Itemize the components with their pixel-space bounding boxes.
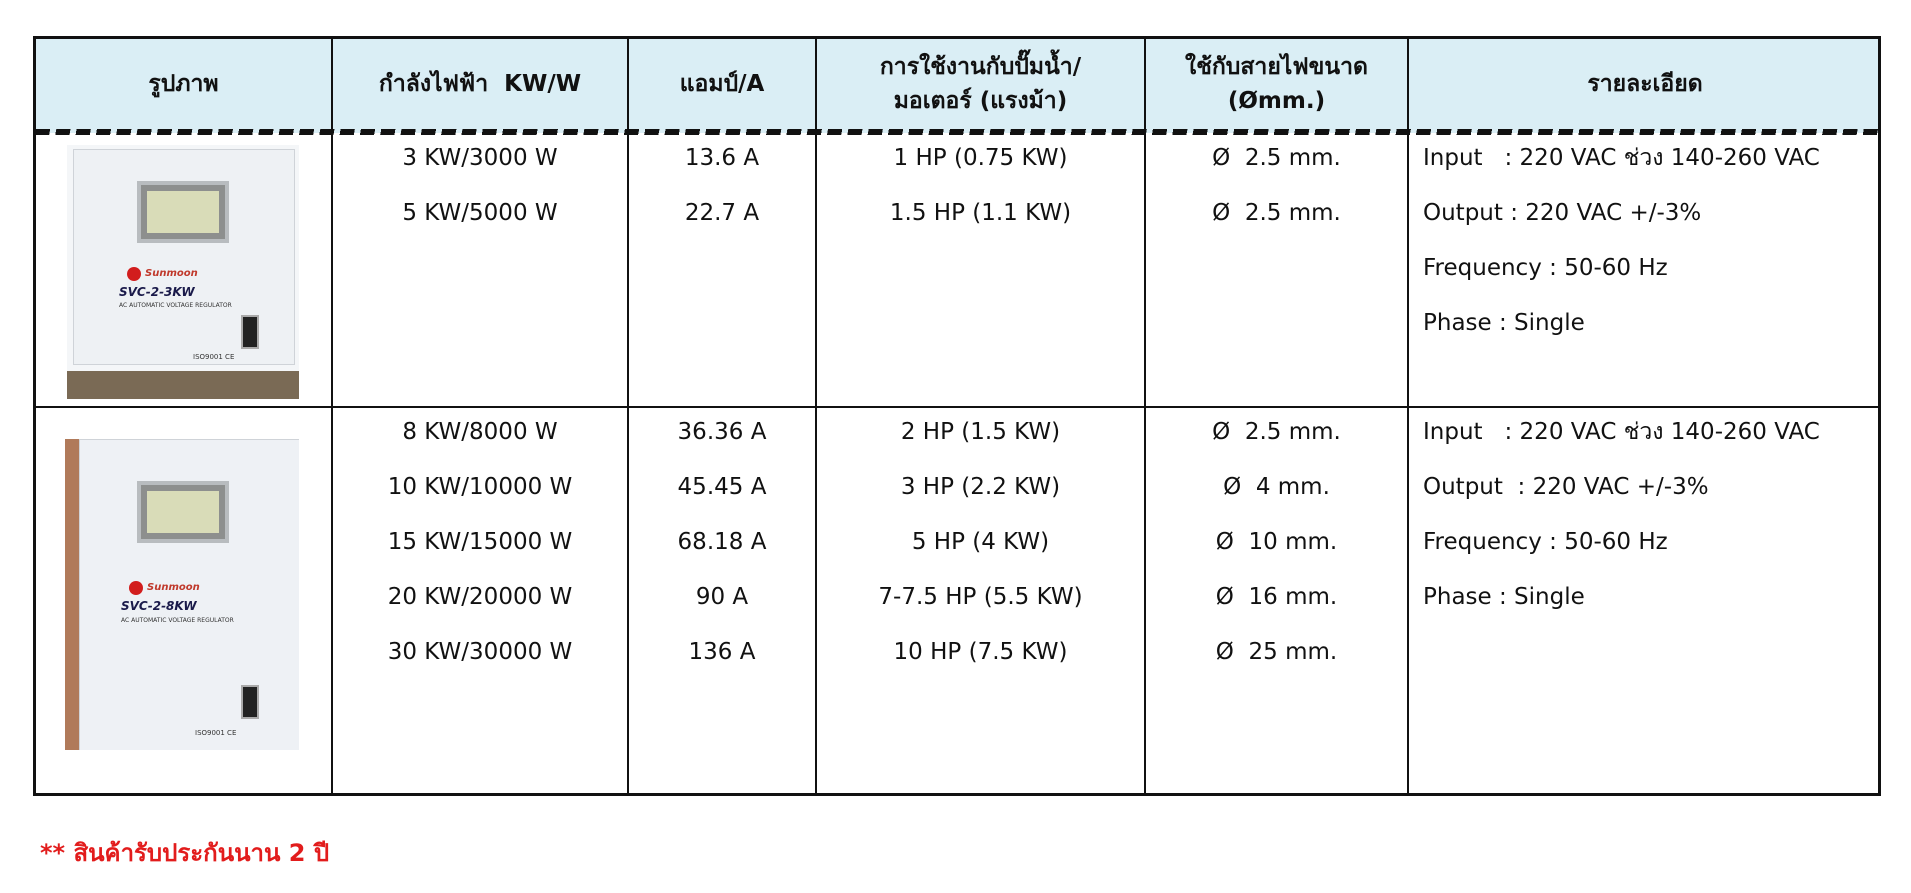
list-item: 22.7 A	[684, 200, 760, 226]
row1-power	[333, 141, 627, 251]
lcd-display	[137, 481, 229, 543]
list-item: 1.5 HP (1.1 KW)	[889, 200, 1072, 226]
warranty-note: ** สินค้ารับประกันนาน 2 ปี	[40, 839, 330, 867]
row1-wire	[1146, 141, 1407, 251]
header-image: รูปภาพ	[148, 71, 219, 97]
row2-details	[1409, 415, 1881, 635]
list-item: 10 KW/10000 W	[387, 474, 573, 500]
brand-name: Sunmoon	[145, 268, 198, 279]
spec-table	[33, 36, 1881, 796]
list-item: 13.6 A	[684, 145, 760, 171]
iso-label: ISO9001 CE	[195, 729, 237, 737]
list-item: Input : 220 VAC ช่วง 140-260 VAC	[1423, 419, 1820, 445]
list-item: Ø 2.5 mm.	[1212, 419, 1341, 445]
list-item: 30 KW/30000 W	[387, 639, 573, 665]
model-label: SVC-2-3KW	[119, 285, 195, 299]
list-item: Ø 2.5 mm.	[1212, 200, 1341, 226]
model-subtitle: AC AUTOMATIC VOLTAGE REGULATOR	[119, 302, 232, 309]
header-details: รายละเอียด	[1587, 71, 1703, 97]
list-item: Input : 220 VAC ช่วง 140-260 VAC	[1423, 145, 1820, 171]
list-item: Ø 25 mm.	[1215, 639, 1338, 665]
list-item: Ø 2.5 mm.	[1212, 145, 1341, 171]
list-item: 5 KW/5000 W	[402, 200, 558, 226]
list-item: 68.18 A	[677, 529, 767, 555]
row1-amp	[629, 141, 815, 251]
brand-logo	[129, 581, 143, 595]
header-divider	[36, 129, 1878, 135]
row2-usage	[817, 415, 1144, 690]
list-item: Frequency : 50-60 Hz	[1423, 529, 1668, 555]
list-item: 3 HP (2.2 KW)	[900, 474, 1061, 500]
list-item: 5 HP (4 KW)	[911, 529, 1050, 555]
list-item: 7-7.5 HP (5.5 KW)	[878, 584, 1083, 610]
list-item: 10 HP (7.5 KW)	[893, 639, 1068, 665]
list-item: 1 HP (0.75 KW)	[893, 145, 1068, 171]
row-divider	[36, 406, 1878, 408]
list-item: Output : 220 VAC +/-3%	[1423, 474, 1709, 500]
power-switch	[241, 315, 259, 349]
list-item: 36.36 A	[677, 419, 767, 445]
row2-wire	[1146, 415, 1407, 690]
list-item: Phase : Single	[1423, 584, 1585, 610]
list-item: Phase : Single	[1423, 310, 1585, 336]
product-image-8kw	[65, 439, 299, 750]
row2-amp	[629, 415, 815, 690]
list-item: 3 KW/3000 W	[402, 145, 558, 171]
header-amp: แอมป์/A	[679, 71, 765, 97]
lcd-display	[137, 181, 229, 243]
list-item: 20 KW/20000 W	[387, 584, 573, 610]
list-item: Ø 10 mm.	[1215, 529, 1338, 555]
iso-label: ISO9001 CE	[193, 353, 235, 361]
product-image-3kw	[67, 145, 299, 399]
list-item: Output : 220 VAC +/-3%	[1423, 200, 1702, 226]
header-power: กำลังไฟฟ้า KW/W	[378, 71, 582, 97]
model-subtitle: AC AUTOMATIC VOLTAGE REGULATOR	[121, 617, 234, 624]
list-item: 45.45 A	[677, 474, 767, 500]
list-item: 15 KW/15000 W	[387, 529, 573, 555]
list-item: 136 A	[688, 639, 756, 665]
row1-usage	[817, 141, 1144, 251]
header-usage: การใช้งานกับปั๊มน้ำ/ มอเตอร์ (แรงม้า)	[879, 54, 1082, 114]
row1-details	[1409, 141, 1881, 361]
power-switch	[241, 685, 259, 719]
list-item: Frequency : 50-60 Hz	[1423, 255, 1668, 281]
brand-logo	[127, 267, 141, 281]
model-label: SVC-2-8KW	[121, 599, 197, 613]
list-item: 2 HP (1.5 KW)	[900, 419, 1061, 445]
list-item: 90 A	[695, 584, 749, 610]
row2-power	[333, 415, 627, 690]
list-item: 8 KW/8000 W	[402, 419, 558, 445]
list-item: Ø 4 mm.	[1223, 474, 1330, 500]
brand-name: Sunmoon	[147, 582, 200, 593]
list-item: Ø 16 mm.	[1215, 584, 1338, 610]
header-wire: ใช้กับสายไฟขนาด (Ømm.)	[1185, 54, 1368, 114]
